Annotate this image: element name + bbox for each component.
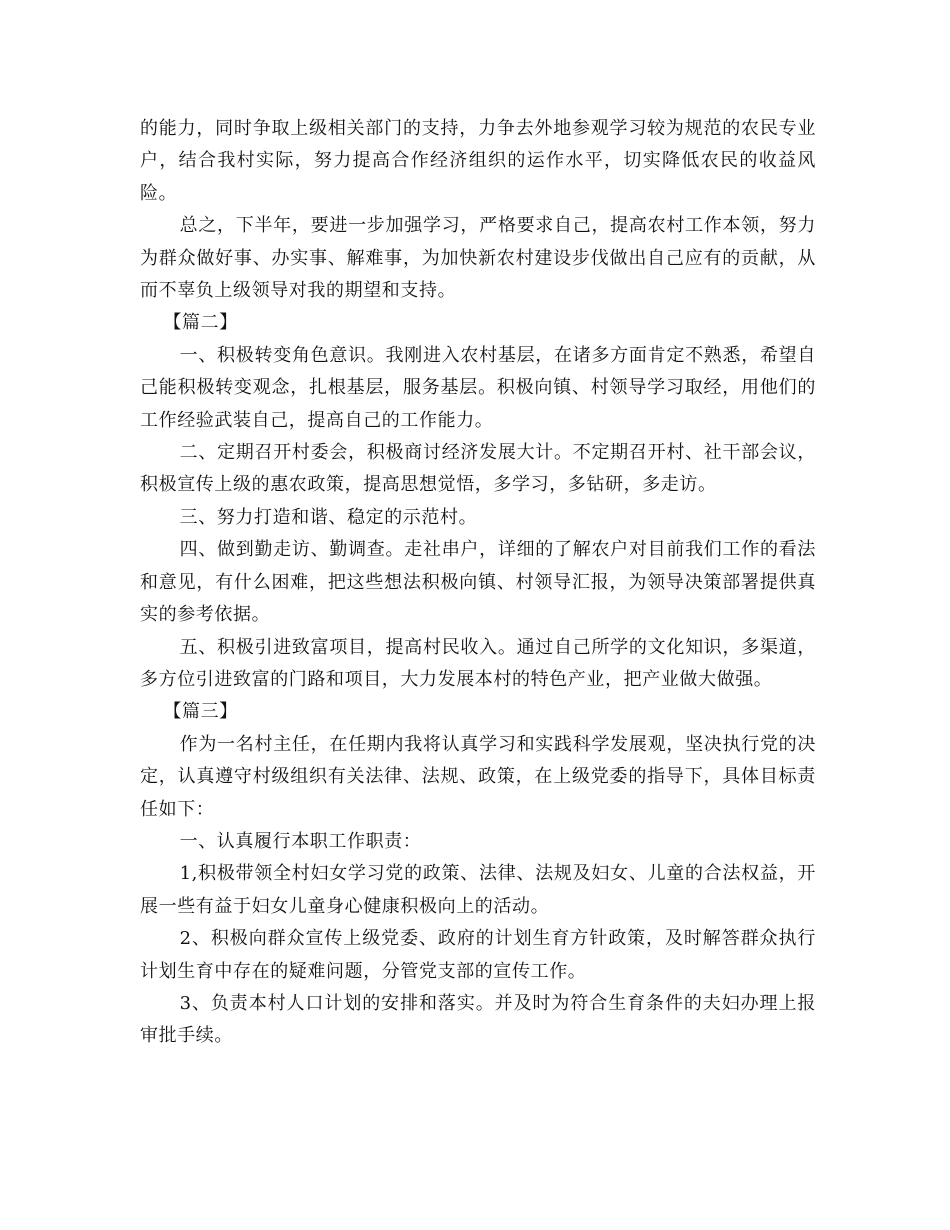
paragraph-duty-3: 3、负责本村人口计划的安排和落实。并及时为符合生育条件的夫妇办理上报审批手续。 xyxy=(140,992,816,1047)
section-heading-part-two: 【篇二】 xyxy=(163,312,238,334)
section-heading-part-three: 【篇三】 xyxy=(163,701,238,723)
paragraph-duty-1: 1,积极带领全村妇女学习党的政策、法律、法规及妇女、儿童的合法权益，开展一些有益于妇女儿童身心健康积极向上的活动。 xyxy=(140,863,816,917)
paragraph-duty-2: 2、积极向群众宣传上级党委、政府的计划生育方针政策，及时解答群众执行计划生育中存在的疑难问题，分管党支部的宣传工作。 xyxy=(140,928,816,982)
paragraph-duties-heading: 一、认真履行本职工作职责： xyxy=(179,830,422,852)
paragraph-item-4: 四、做到勤走访、勤调查。走社串户，详细的了解农户对目前我们工作的看法和意见，有什么困难，把这些想法积极向镇、村领导汇报，为领导决策部署提供真实的参考依据。 xyxy=(140,539,816,626)
paragraph-item-5: 五、积极引进致富项目，提高村民收入。通过自己所学的文化知识，多渠道，多方位引进致富的门路和项目，大力发展本村的特色产业，把产业做大做强。 xyxy=(140,636,816,690)
paragraph-item-2: 二、定期召开村委会，积极商讨经济发展大计。不定期召开村、社干部会议，积极宣传上级的惠农政策，提高思想觉悟，多学习，多钻研，多走访。 xyxy=(140,442,816,496)
document-body xyxy=(140,113,816,1053)
paragraph-item-1: 一、积极转变角色意识。我刚进入农村基层，在诸多方面肯定不熟悉，希望自己能积极转变观念，扎根基层，服务基层。积极向镇、村领导学习取经，用他们的工作经验武装自己，提高自己的工作能力。 xyxy=(140,344,816,431)
paragraph-item-3: 三、努力打造和谐、稳定的示范村。 xyxy=(179,506,478,528)
paragraph-continuation: 的能力，同时争取上级相关部门的支持，力争去外地参观学习较为规范的农民专业户，结合我村实际，努力提高合作经济组织的运作水平，切实降低农民的收益风险。 xyxy=(140,118,816,204)
paragraph-intro: 作为一名村主任，在任期内我将认真学习和实践科学发展观，坚决执行党的决定，认真遵守村级组织有关法律、法规、政策，在上级党委的指导下，具体目标责任如下： xyxy=(140,733,816,820)
paragraph-summary: 总之，下半年，要进一步加强学习，严格要求自己，提高农村工作本领，努力为群众做好事、办实事、解难事，为加快新农村建设步伐做出自己应有的贡献，从而不辜负上级领导对我的期望和支持。 xyxy=(140,215,816,302)
